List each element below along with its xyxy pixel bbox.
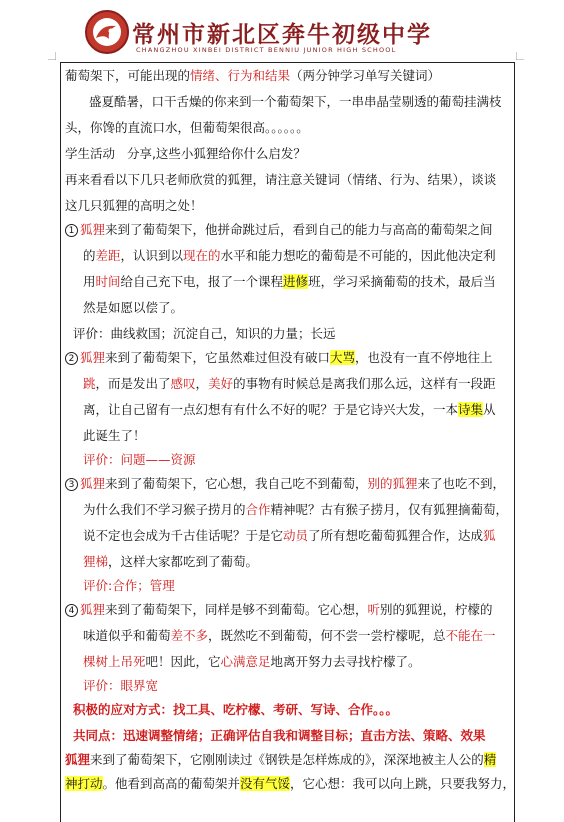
text: 积极的应对方式：找工具、吃柠檬、考研、写诗、合作。。。 bbox=[73, 702, 399, 717]
keyword: 狐狸 bbox=[65, 752, 91, 767]
highlight: 诗集 bbox=[458, 402, 484, 417]
keyword: 情绪、行为和结果 bbox=[190, 68, 291, 83]
text: ，也没有一直不停地往上 bbox=[355, 350, 493, 365]
text: 头，你馋的直流口水，但葡萄架很高。。。。。。 bbox=[65, 120, 309, 135]
keyword: 差不多 bbox=[170, 628, 209, 643]
text: 然是如愿以偿了。 bbox=[83, 300, 184, 315]
text: 评价:合作；管理 bbox=[83, 578, 175, 593]
text: 的事物有时候总是离我们那么远，这样有一段距 bbox=[233, 376, 496, 391]
text: 学生活动 bbox=[65, 146, 116, 161]
item-number: 2 bbox=[65, 352, 78, 365]
text-line bbox=[65, 145, 306, 163]
highlight: 进修 bbox=[283, 274, 309, 289]
text-line bbox=[89, 93, 502, 111]
text: 来到了葡萄架下，它心想，我自己吃不到葡萄， bbox=[105, 476, 368, 491]
text: 地离开努力去寻找柠檬了。 bbox=[270, 654, 421, 669]
text-line bbox=[83, 653, 421, 671]
keyword: 听 bbox=[367, 602, 381, 617]
text-line bbox=[65, 751, 496, 769]
text: 味道似乎和葡萄 bbox=[83, 628, 171, 643]
keyword: 棵树上吊死 bbox=[83, 654, 146, 669]
text: 这几只狐狸的高明之处！ bbox=[65, 198, 203, 213]
text: 别的狐狸说，柠檬的 bbox=[380, 602, 493, 617]
text-line bbox=[65, 475, 505, 493]
text-line bbox=[65, 67, 440, 85]
keyword: 现在的 bbox=[183, 248, 221, 263]
text: 从 bbox=[483, 402, 496, 417]
keyword: 狐狸 bbox=[80, 350, 106, 365]
evaluation-line bbox=[73, 325, 336, 343]
margin-corner-mark bbox=[48, 52, 56, 60]
text: 。他看到高高的葡萄架并 bbox=[102, 776, 241, 791]
text-line bbox=[65, 221, 493, 239]
text: 葡萄架下，可能出现的 bbox=[65, 68, 191, 83]
text: 共同点：迅速调整情绪；正确评估自我和调整目标；直击方法、策略、效果 bbox=[73, 728, 486, 743]
text: 吧！因此，它 bbox=[145, 654, 221, 669]
school-logo-icon bbox=[84, 9, 130, 55]
highlight: 没有气馁 bbox=[240, 776, 291, 791]
keyword: 跳 bbox=[83, 376, 96, 391]
text: 评价：眼界宽 bbox=[83, 678, 159, 693]
highlight: 精 bbox=[483, 752, 497, 767]
text-line bbox=[65, 119, 309, 137]
text: 来到了葡萄架下，它刚刚读过《钢铁是怎样炼成的》，深深地被主人公的 bbox=[90, 752, 484, 767]
text: ，既然吃不到葡萄，何不尝一尝柠檬呢，总 bbox=[208, 628, 446, 643]
text: 此诞生了！ bbox=[83, 428, 146, 443]
text: 评价：问题——资源 bbox=[83, 452, 196, 467]
text: 为什么我们不学习猴子捞月的 bbox=[83, 502, 246, 517]
text-line bbox=[83, 501, 508, 519]
text: 来到了葡萄架下，同样是够不到葡萄。它心想， bbox=[105, 602, 368, 617]
text-line bbox=[83, 375, 496, 393]
item-number: 1 bbox=[65, 224, 78, 237]
keyword: 合作 bbox=[245, 502, 271, 517]
text: 精神呢？古有猴子捞月，仅有狐狸摘葡萄， bbox=[270, 502, 509, 517]
text: 盛夏酷暑，口干舌燥的你来到一个葡萄架下，一串串晶莹剔透的葡萄挂满枝 bbox=[89, 94, 502, 109]
text: ，这样大家都吃到了葡萄。 bbox=[108, 554, 259, 569]
summary-line bbox=[73, 701, 398, 719]
text-line bbox=[65, 775, 515, 793]
text: 用 bbox=[83, 274, 96, 289]
margin-corner-mark bbox=[516, 52, 524, 60]
text-line bbox=[83, 527, 496, 545]
highlight: 神打动 bbox=[65, 776, 103, 791]
keyword: 狸梯 bbox=[83, 554, 109, 569]
evaluation-line bbox=[83, 677, 158, 695]
text: 分享,这些小狐狸给你什么启发？ bbox=[126, 146, 306, 161]
text-line bbox=[83, 553, 258, 571]
text: 给自己充下电，报了一个课程 bbox=[120, 274, 284, 289]
document-body bbox=[60, 62, 515, 822]
text: 了所有想吃葡萄狐狸合作，达成 bbox=[308, 528, 484, 543]
keyword: 狐狸 bbox=[80, 476, 106, 491]
text-line bbox=[83, 299, 183, 317]
text-line bbox=[83, 247, 496, 265]
text: ，而是发出了 bbox=[95, 376, 171, 391]
summary-line bbox=[73, 727, 486, 745]
keyword: 动员 bbox=[283, 528, 309, 543]
text: 离，让自己留有一点幻想有有什么不好的呢？于是它诗兴大发，一本 bbox=[83, 402, 459, 417]
keyword: 别的狐狸 bbox=[367, 476, 418, 491]
school-name-cn: 常州市新北区奔牛初级中学 bbox=[132, 21, 432, 48]
evaluation-line bbox=[83, 451, 196, 469]
text: ，它心想：我可以向上跳，只要我努力， bbox=[290, 776, 516, 791]
text-line bbox=[65, 601, 493, 619]
text: 的 bbox=[83, 248, 96, 263]
text: 水平和能力想吃的葡萄是不可能的，因此他决定利 bbox=[220, 248, 496, 263]
keyword: 狐狸 bbox=[80, 222, 106, 237]
text: 来了也吃不到， bbox=[417, 476, 506, 491]
text: 评价：曲线救国；沉淀自己，知识的力量；长远 bbox=[73, 326, 336, 341]
keyword: 差距 bbox=[95, 248, 121, 263]
text: 班，学习采摘葡萄的技术，最后当 bbox=[308, 274, 496, 289]
text: 来到了葡萄架下，它虽然难过但没有破口 bbox=[105, 350, 331, 365]
keyword: 狐狸 bbox=[80, 602, 106, 617]
keyword: 感叹 bbox=[170, 376, 196, 391]
page-header bbox=[0, 0, 564, 58]
text-line bbox=[83, 627, 496, 645]
keyword: 心满意足 bbox=[220, 654, 271, 669]
keyword: 时间 bbox=[95, 274, 121, 289]
text-line bbox=[65, 171, 496, 189]
item-number: 4 bbox=[65, 604, 78, 617]
text-line bbox=[65, 197, 203, 215]
item-number: 3 bbox=[65, 478, 78, 491]
keyword: 不能在一 bbox=[445, 628, 496, 643]
text: 再来看看以下几只老师欣赏的狐狸，请注意关键词（情绪、行为、结果），谈谈 bbox=[65, 172, 497, 187]
text-line bbox=[83, 273, 496, 291]
keyword: 狐 bbox=[483, 528, 496, 543]
text: ，认识到以 bbox=[120, 248, 184, 263]
text: 说不定也会成为千古佳话呢？于是它 bbox=[83, 528, 284, 543]
text: ， bbox=[195, 376, 209, 391]
text: 来到了葡萄架下，他拼命跳过后，看到自己的能力与高高的葡萄架之间 bbox=[105, 222, 493, 237]
text-line bbox=[65, 349, 493, 367]
text-line bbox=[83, 427, 146, 445]
text-line bbox=[83, 401, 496, 419]
highlight: 大骂 bbox=[330, 350, 356, 365]
evaluation-line bbox=[83, 577, 175, 595]
text: （两分钟学习单写关键词） bbox=[290, 68, 441, 83]
keyword: 美好 bbox=[208, 376, 234, 391]
school-name-en: CHANGZHOU XINBEI DISTRICT BENNIU JUNIOR HIGH SCHOOL bbox=[136, 46, 397, 54]
